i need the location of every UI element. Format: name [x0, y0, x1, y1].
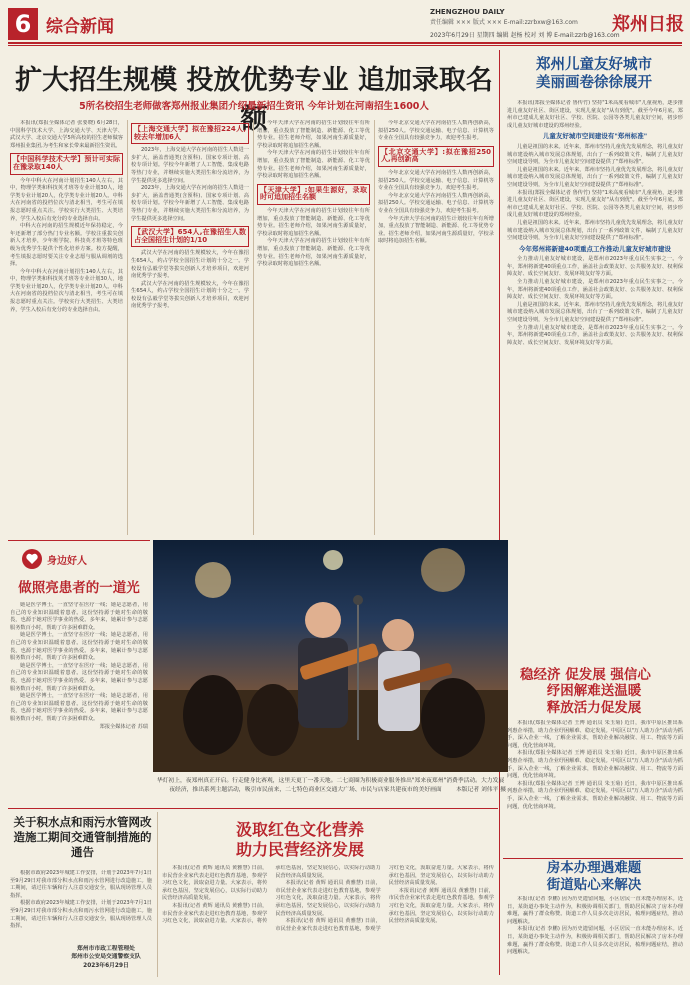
relief-story: 本报讯(郑报全媒体记者 王博 通讯员 朱玉菊) 近日，我市中原区推出系列惠企举措，助力企业纾困解难、稳定发展。中原区以"万人助万企"活动为抓手，深入企业一线，了解企业需求，帮助企业解决融资、用工、物流等方面问题，优化营商环境。 本报讯(郑报全媒体记者 王博 通讯员 朱玉菊) 近日，我市中原区推出系列惠企举措，助力企业纾困解难、稳定发展。中原区以"万人助万企"活动为抓手，深入企业一线，了解企业需求，帮助企业解决融资、用工、物流等方面问题，优化营商环境。 本报讯(郑报全媒体记者 王博 通讯员 朱玉菊) 近日，我市中原区推出系列惠企举措，助力企业纾困解难、稳定发展。中原区以"万人助万企"活动为抓手，深入企业一线，了解企业需求，帮助企业解决融资、用工、物流等方面问题，优化营商环境。 [507, 720, 683, 810]
red-culture-story: 本报讯(记者 黄辉 通讯员 黄雅慧) 日前，市民营企业家代表走进红色教育基地，参观学习红色文化，汲取奋进力量。大家表示，将传承红色基因，坚定发展信心，以实际行动助力民营经济高质量发展。 本报讯(记者 黄辉 通讯员 黄雅慧) 日前，市民营企业家代表走进红色教育基地，参观学习红色文化，汲取奋进力量。大家表示，将传承红色基因，坚定发展信心，以实际行动助力民营经济高质量发展。 本报讯(记者 黄辉 通讯员 黄雅慧) 日前，市民营企业家代表走进红色教育基地，参观学习红色文化，汲取奋进力量。大家表示，将传承红色基因，坚定发展信心，以实际行动助力民营经济高质量发展。 本报讯(记者 黄辉 通讯员 黄雅慧) 日前，市民营企业家代表走进红色教育基地，参观学习红色文化，汲取奋进力量。大家表示，将传承红色基因，坚定发展信心，以实际行动助力民营经济高质量发展。 本报讯(记者 黄辉 通讯员 黄雅慧) 日前，市民营企业家代表走进红色教育基地，参观学习红色文化，汲取奋进力量。大家表示，将传承红色基因，坚定发展信心，以实际行动助力民营经济高质量发展。 [162, 865, 494, 932]
main-subheadline: 5所名校招生老师做客郑州报业集团介绍最新招生资讯 今年计划在河南招生1600人 [79, 101, 429, 112]
subhead-ustc: 【中国科学技术大学】预计可实际在豫录取140人 [10, 153, 123, 174]
right-top-story: 本报讯(郑报全媒体记者 鲁传竹) 坚持"1米高度看城市"儿童视角，逐步推进儿童友好社区、街区建设，实现儿童友好"从有到优"。截至今年6月底，郑州市已建成儿童友好社区、学校、医院、公园等各类儿童友好空间，初步形成儿童友好城市建设的郑州经验。 儿童友好城市空间建设有"郑州标准" 儿童是祖国的未来。近年来，郑州市坚持儿童优先发展理念，将儿童友好城市建设纳入城市发展总体规划，出台了一系列政策文件，编制了儿童友好空间建设导则，为全市儿童友好空间建设提供了"郑州标准"。 儿童是祖国的未来。近年来，郑州市坚持儿童优先发展理念，将儿童友好城市建设纳入城市发展总体规划，出台了一系列政策文件，编制了儿童友好空间建设导则，为全市儿童友好空间建设提供了"郑州标准"。 本报讯(郑报全媒体记者 鲁传竹) 坚持"1米高度看城市"儿童视角，逐步推进儿童友好社区、街区建设，实现儿童友好"从有到优"。截至今年6月底，郑州市已建成儿童友好社区、学校、医院、公园等各类儿童友好空间，初步形成儿童友好城市建设的郑州经验。 儿童是祖国的未来。近年来，郑州市坚持儿童优先发展理念，将儿童友好城市建设纳入城市发展总体规划，出台了一系列政策文件，编制了儿童友好空间建设导则，为全市儿童友好空间建设提供了"郑州标准"。 今年郑州将新建40项重点工作推动儿童友好城市建设 全力推动儿童友好城市建设，是郑州市2023年重点民生实事之一。今年，郑州将新建40项重点工作，涵盖社会政策友好、公共服务友好、权利保障友好、成长空间友好、发展环境友好等方面。 全力推动儿童友好城市建设，是郑州市2023年重点民生实事之一。今年，郑州将新建40项重点工作，涵盖社会政策友好、公共服务友好、权利保障友好、成长空间友好、发展环境友好等方面。 儿童是祖国的未来。近年来，郑州市坚持儿童优先发展理念，将儿童友好城市建设纳入城市发展总体规划，出台了一系列政策文件，编制了儿童友好空间建设导则，为全市儿童友好空间建设提供了"郑州标准"。 全力推动儿童友好城市建设，是郑州市2023年重点民生实事之一。今年，郑州将新建40项重点工作，涵盖社会政策友好、公共服务友好、权利保障友好、成长空间友好、发展环境友好等方面。 [507, 100, 683, 346]
good-people-badge: 身边好人 [12, 548, 96, 570]
subhead-zhengzhou-standard: 儿童友好城市空间建设有"郑州标准" [542, 132, 648, 141]
right-top-title: 郑州儿童友好城市 美丽画卷徐徐展开 [536, 57, 652, 91]
date-line: 2023年6月29日 星期四 编辑 赵杨 校对 刘 博 E-mail:zzrb@163.com [430, 32, 620, 39]
main-story-col2: 【上海交通大学】拟在豫招224人,较去年增加6人 2023年，上海交通大学在河南的招生人数进一步扩大，涵盖普通类(含预科)、国家专项计划、高校专项计划。学校今年新增了人工智能、集成电路等热门专业，并继续实施大类招生和分流培养，为学生提供更多选择空间。 2023年，上海交通大学在河南的招生人数进一步扩大，涵盖普通类(含预科)、国家专项计划、高校专项计划。学校今年新增了人工智能、集成电路等热门专业，并继续实施大类招生和分流培养，为学生提供更多选择空间。 【武汉大学】654人,在豫招生人数占全国招生计划的1/10 武汉大学在河南的招生规模较大，今年在豫招生654人，约占学校全国招生计划的十分之一。学校设有弘毅学堂等拔尖创新人才培养项目，欢迎河南优秀学子报考。 武汉大学在河南的招生规模较大，今年在豫招生654人，约占学校全国招生计划的十分之一。学校设有弘毅学堂等拔尖创新人才培养项目，欢迎河南优秀学子报考。 [131, 125, 249, 310]
photo-credit: 本版记者 刘伟平 摄 [455, 786, 506, 793]
subhead-bjtu: 【北京交通大学】:拟在豫招250人,再创新高 [378, 146, 494, 167]
photo-caption: 华灯初上，夜郑州真正开启。行走健身比赛观，这里天更丁一番天地。二七商圈为积极商业服务推出"郑来夜郑州"消费季活动。大力发展夜经济，推出系列主题活动，吸引市民前来，二七特色商业区交通大广场、市民与店家共建夜市的美好画面 本版记者 刘伟平 摄 [156, 778, 506, 793]
subhead-tju: 【天津大学】:如果生源好，录取时可追加招生名额 [257, 184, 370, 205]
economy-tagline: 稳经济 促发展 强信心 [520, 667, 651, 683]
page-number: 6 [8, 8, 38, 40]
notice-issuers: 郑州市市政工程管理处 郑州市公安局交通警察支队 2023年6月29日 [71, 946, 141, 969]
traffic-notice-body: 根据市政府2023年城建工作安排，计划于2023年7月1日至9月29日对我市部分积水点和雨污水管网进行改造施工。施工期间，请过往车辆和行人注意交通安全，服从现场管理人员指挥。 根据市政府2023年城建工作安排，计划于2023年7月1日至9月29日对我市部分积水点和雨污水管网进行改造施工。施工期间，请过往车辆和行人注意交通安全，服从现场管理人员指挥。 [10, 870, 152, 930]
subhead-40-projects: 今年郑州将新建40项重点工作推动儿童友好城市建设 [518, 244, 672, 253]
subhead-whu: 【武汉大学】654人,在豫招生人数占全国招生计划的1/10 [131, 226, 249, 247]
traffic-notice-title: 关于积水点和雨污水管网改造施工期间交通管制措施的通告 [13, 815, 152, 859]
header-rule-thin [8, 45, 682, 46]
main-story-col3: 今年天津大学在河南的招生计划较往年有所增加，重点投放了智能制造、新能源、化工等优势专业。招生老师介绍，如果河南生源质量好，学校录取时将追加招生名额。 今年天津大学在河南的招生计划较往年有所增加，重点投放了智能制造、新能源、化工等优势专业。招生老师介绍，如果河南生源质量好，学校录取时将追加招生名额。 【天津大学】:如果生源好，录取时可追加招生名额 今年天津大学在河南的招生计划较往年有所增加，重点投放了智能制造、新能源、化工等优势专业。招生老师介绍，如果河南生源质量好，学校录取时将追加招生名额。 今年天津大学在河南的招生计划较往年有所增加，重点投放了智能制造、新能源、化工等优势专业。招生老师介绍，如果河南生源质量好，学校录取时将追加招生名额。 [257, 120, 370, 268]
concert-illustration [153, 540, 508, 772]
main-headline: 扩大招生规模 投放优势专业 追加录取名额 [15, 65, 493, 135]
red-culture-title: 汲取红色文化营养 助力民营经济发展 [235, 820, 364, 859]
good-people-title: 做照亮患者的一道光 [18, 580, 140, 596]
housing-story: 本报讯(记者 李鹏) 因为历史遗留问题，小区居民一直未能办理房本。近日，某街道办事处主动作为，积极协调相关部门，帮助居民解决了房本办理难题，赢得了群众称赞。街道工作人员多次走访居民，梳理问题症结，推动问题解决。 本报讯(记者 李鹏) 因为历史遗留问题，小区居民一直未能办理房本。近日，某街道办事处主动作为，积极协调相关部门，帮助居民解决了房本办理难题，赢得了群众称赞。街道工作人员多次走访居民，梳理问题症结，推动问题解决。 [507, 896, 683, 956]
heart-icon [21, 548, 43, 570]
relief-title: 纾困解难送温暖 释放活力促发展 [546, 683, 642, 716]
night-market-photo [153, 540, 508, 772]
subhead-sjtu: 【上海交通大学】拟在豫招224人,较去年增加6人 [131, 123, 249, 144]
good-people-story: 她是医学博士，一直坚守在医疗一线；她是志愿者，用自己的专业知识温暖着患者。这份坚持源于她对生命的敬畏，也源于她对医学事业的热爱。多年来，她累计参与志愿服务数百小时，帮助了许多困难群众。 她是医学博士，一直坚守在医疗一线；她是志愿者，用自己的专业知识温暖着患者。这份坚持源于她对生命的敬畏，也源于她对医学事业的热爱。多年来，她累计参与志愿服务数百小时，帮助了许多困难群众。 她是医学博士，一直坚守在医疗一线；她是志愿者，用自己的专业知识温暖着患者。这份坚持源于她对生命的敬畏，也源于她对医学事业的热爱。多年来，她累计参与志愿服务数百小时，帮助了许多困难群众。 她是医学博士，一直坚守在医疗一线；她是志愿者，用自己的专业知识温暖着患者。这份坚持源于她对生命的敬畏，也源于她对医学事业的热爱。多年来，她累计参与志愿服务数百小时，帮助了许多困难群众。 郑报全媒体记者 苏瑞 [10, 602, 148, 730]
paper-english-name: ZHENGZHOU DAILY [430, 8, 505, 16]
header-rule [8, 42, 682, 44]
housing-title: 房本办理遇难题 街道贴心来解决 [546, 860, 642, 893]
editor-line: 责任编辑 ××× 版式 ××× E-mail:zzrbxw@163.com [430, 19, 578, 26]
section-title: 综合新闻 [46, 17, 114, 37]
newspaper-logo: 郑州日报 [612, 14, 684, 35]
main-story-col4: 今年北京交通大学在河南招生人数再创新高，拟招250人。学校交通运输、电子信息、计算机等专业在全国具有较强竞争力，欢迎考生报考。 【北京交通大学】:拟在豫招250人,再创新高 今年北京交通大学在河南招生人数再创新高，拟招250人。学校交通运输、电子信息、计算机等专业在全国具有较强竞争力，欢迎考生报考。 今年北京交通大学在河南招生人数再创新高，拟招250人。学校交通运输、电子信息、计算机等专业在全国具有较强竞争力，欢迎考生报考。 今年天津大学在河南的招生计划较往年有所增加，重点投放了智能制造、新能源、化工等优势专业。招生老师介绍，如果河南生源质量好，学校录取时将追加招生名额。 [378, 120, 494, 245]
main-story-col1: 本报讯(郑报全媒体记者 张要晓) 6月28日，中国科学技术大学、上海交通大学、天津大学、武汉大学、北京交通大学5所高校的招生老师做客郑州报业集团,为考生和家长带来最新招生资讯。 【中国科学技术大学】预计可实际在豫录取140人 今年中科大在河南计划招生140人左右，其中，物理学类和科技英才班等专业计划30人，地学类专业计划20人，化学类专业计划20人。中科大在河南省的投档位次与清北相当，考生可在填报志愿时重点关注。学校实行大类招生、大类培养，学生入校后有充分的专业选择自由。 中科大在河南的招生规模近年保持稳定，今年还新增了部分热门专业名额。学校注重拔尖创新人才培养，少年班学院、科技英才班等特色班级为优秀学生提供个性化培养方案。校方提醒，考生填报志愿时要关注专业志愿与服从调剂的选择。 今年中科大在河南计划招生140人左右，其中，物理学类和科技英才班等专业计划30人，地学类专业计划20人，化学类专业计划20人。中科大在河南省的投档位次与清北相当，考生可在填报志愿时重点关注。学校实行大类招生、大类培养，学生入校后有充分的专业选择自由。 [10, 120, 123, 313]
